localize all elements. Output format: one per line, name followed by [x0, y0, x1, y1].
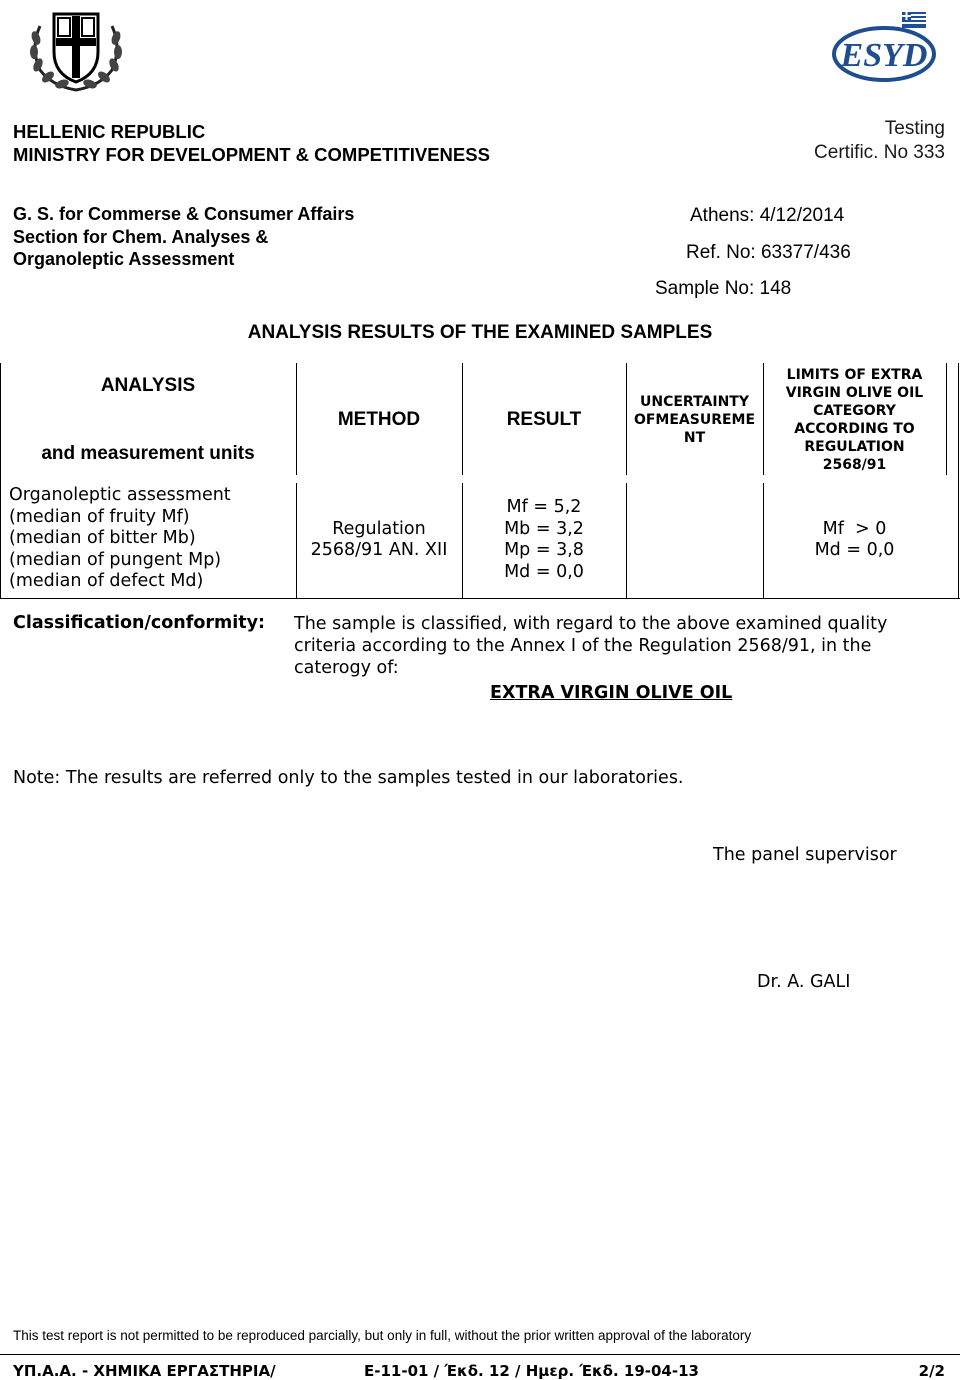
- ministry-header: [13, 120, 490, 166]
- header-method: [296, 375, 462, 465]
- analysis-line: Organoleptic assessment: [9, 485, 231, 505]
- greek-emblem-logo: [24, 4, 128, 92]
- method-line: 2568/91 AN. XII: [310, 540, 448, 560]
- footer-doc-code: E-11-01 / Έκδ. 12 / Ημερ. Έκδ. 19-04-13: [364, 1362, 699, 1380]
- greek-flag-icon: [902, 12, 926, 28]
- header-result-label: RESULT: [506, 409, 582, 430]
- table-border: [958, 363, 959, 599]
- limits-line: Mf > 0: [822, 518, 887, 539]
- footer-lab: ΥΠ.Α.Α. - ΧΗΜΙΚΑ ΕΡΓΑΣΤΗΡΙΑ/: [13, 1362, 276, 1380]
- row-analysis: [9, 485, 231, 593]
- method-line: Regulation: [332, 518, 426, 539]
- limits-line: Md = 0,0: [814, 540, 895, 560]
- header-limits-line: ACCORDING TO: [794, 421, 915, 437]
- page-title: ANALYSIS RESULTS OF THE EXAMINED SAMPLES: [247, 322, 713, 343]
- svg-text:ESYD: ESYD: [840, 37, 928, 74]
- esyd-logo: [828, 8, 948, 86]
- row-result: [462, 485, 626, 595]
- header-limits-line: REGULATION: [804, 439, 905, 455]
- results-note: Note: The results are referred only to the samples tested in our laboratories.: [13, 768, 684, 788]
- header-limits-line: 2568/91: [822, 457, 887, 473]
- department-block: [13, 203, 354, 271]
- footer-page-number: 2/2: [918, 1362, 945, 1380]
- result-line: Mf = 5,2: [506, 497, 582, 517]
- testing-certificate: [814, 117, 945, 165]
- country-name: HELLENIC REPUBLIC: [13, 121, 206, 142]
- certificate-number: Certific. No 333: [814, 142, 945, 163]
- header-limits: [763, 366, 946, 474]
- header-uncertainty: [626, 375, 763, 465]
- analysis-line: (median of bitter Mb): [9, 528, 196, 548]
- header-method-label: METHOD: [337, 409, 421, 430]
- row-method: [296, 485, 462, 595]
- reference-number: Ref. No: 63377/436: [686, 242, 851, 263]
- department-line: G. S. for Commerse & Consumer Affairs: [13, 204, 355, 224]
- table-border: [0, 598, 960, 599]
- signatory-name: Dr. A. GALI: [757, 972, 851, 992]
- row-limits: [763, 485, 946, 595]
- issue-date: Athens: 4/12/2014: [690, 205, 845, 226]
- result-line: Mb = 3,2: [504, 518, 584, 539]
- testing-label: Testing: [884, 118, 945, 139]
- table-border: [946, 363, 947, 475]
- header-limits-line: CATEGORY: [813, 403, 896, 419]
- header-limits-line: VIRGIN OLIVE OIL: [785, 385, 924, 401]
- supervisor-title: The panel supervisor: [713, 845, 897, 865]
- department-line: Section for Chem. Analyses &: [13, 226, 269, 247]
- analysis-line: (median of pungent Mp): [9, 549, 222, 570]
- classification-line: caterogy of:: [294, 658, 399, 678]
- header-analysis-label: ANALYSIS: [100, 375, 196, 396]
- department-line: Organoleptic Assessment: [13, 249, 235, 269]
- analysis-line: (median of fruity Mf): [9, 506, 190, 527]
- ministry-name: MINISTRY FOR DEVELOPMENT & COMPETITIVENESS: [13, 144, 490, 165]
- result-line: Mp = 3,8: [504, 540, 584, 560]
- header-uncertainty-line: NT: [683, 430, 706, 446]
- analysis-line: (median of defect Md): [9, 571, 204, 591]
- classification-label: Classification/conformity:: [13, 613, 265, 633]
- sample-number: Sample No: 148: [655, 278, 792, 299]
- classification-line: criteria according to the Annex I of the Regulation 2568/91, in the: [294, 636, 872, 656]
- header-units-label: and measurement units: [41, 443, 255, 464]
- header-uncertainty-line: UNCERTAINTY: [640, 394, 749, 410]
- reproduction-note: This test report is not permitted to be reproduced parcially, but only in full, without the prior written approval of the laboratory: [13, 1328, 752, 1343]
- footer-divider: [0, 1354, 960, 1355]
- header-limits-line: LIMITS OF EXTRA: [786, 367, 923, 383]
- classification-category: EXTRA VIRGIN OLIVE OIL: [490, 683, 733, 703]
- classification-text: [294, 613, 934, 679]
- result-line: Md = 0,0: [504, 561, 584, 582]
- row-uncertainty: [626, 485, 763, 595]
- header-result: [462, 375, 626, 465]
- classification-line: The sample is classified, with regard to the above examined quality: [294, 614, 888, 634]
- header-uncertainty-line: OFMEASUREME: [633, 412, 756, 428]
- header-analysis: [0, 375, 296, 465]
